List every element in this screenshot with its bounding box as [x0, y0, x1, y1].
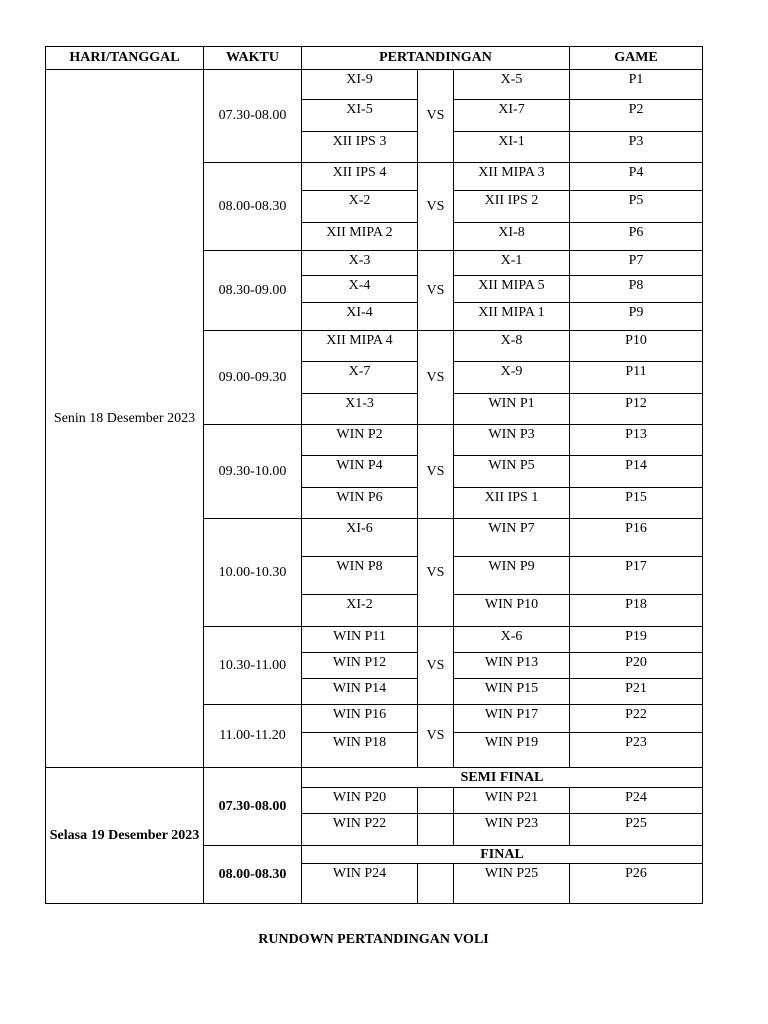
team-away: WIN P3	[454, 425, 570, 456]
game-code: P26	[570, 864, 703, 904]
team-home: WIN P22	[302, 814, 418, 846]
game-code: P24	[570, 788, 703, 814]
game-code: P4	[570, 163, 703, 191]
game-code: P25	[570, 814, 703, 846]
team-home: WIN P4	[302, 456, 418, 488]
vs-label: VS	[418, 627, 454, 705]
team-away: WIN P17	[454, 705, 570, 733]
team-away: X-5	[454, 70, 570, 100]
team-home: XII MIPA 2	[302, 223, 418, 251]
game-code: P15	[570, 488, 703, 519]
team-home: XI-4	[302, 303, 418, 331]
team-home: XI-2	[302, 595, 418, 627]
team-home: XI-5	[302, 100, 418, 132]
game-code: P21	[570, 679, 703, 705]
document-caption: RUNDOWN PERTANDINGAN VOLI	[258, 932, 489, 947]
team-away: XI-8	[454, 223, 570, 251]
team-home: XII MIPA 4	[302, 331, 418, 362]
vs-label: VS	[418, 70, 454, 163]
team-home: WIN P11	[302, 627, 418, 653]
team-away: XII MIPA 5	[454, 276, 570, 303]
team-away: XII IPS 1	[454, 488, 570, 519]
team-home: WIN P20	[302, 788, 418, 814]
day-monday: Senin 18 Desember 2023	[46, 70, 204, 768]
team-away: WIN P9	[454, 557, 570, 595]
team-away: WIN P7	[454, 519, 570, 557]
team-home: WIN P16	[302, 705, 418, 733]
team-away: XI-1	[454, 132, 570, 163]
vs-blank	[418, 864, 454, 904]
team-away: XI-7	[454, 100, 570, 132]
team-home: X-4	[302, 276, 418, 303]
vs-label: VS	[418, 163, 454, 251]
game-code: P5	[570, 191, 703, 223]
game-code: P14	[570, 456, 703, 488]
semi-final-header-row	[46, 768, 703, 788]
game-code: P13	[570, 425, 703, 456]
team-home: WIN P6	[302, 488, 418, 519]
header-match: PERTANDINGAN	[302, 47, 570, 70]
team-home: XI-9	[302, 70, 418, 100]
game-code: P18	[570, 595, 703, 627]
team-away: XII IPS 2	[454, 191, 570, 223]
time-slot: 07.30-08.00	[204, 768, 302, 846]
game-code: P12	[570, 394, 703, 425]
team-home: WIN P18	[302, 733, 418, 768]
vs-label: VS	[418, 705, 454, 768]
team-home: X-3	[302, 251, 418, 276]
game-code: P6	[570, 223, 703, 251]
semi-final-label: SEMI FINAL	[302, 768, 703, 788]
header-time: WAKTU	[204, 47, 302, 70]
match-row	[46, 70, 703, 100]
team-away: WIN P23	[454, 814, 570, 846]
team-home: XI-6	[302, 519, 418, 557]
header-day: HARI/TANGGAL	[46, 47, 204, 70]
time-slot: 08.00-08.30	[204, 846, 302, 904]
game-code: P17	[570, 557, 703, 595]
time-slot: 09.30-10.00	[204, 425, 302, 519]
vs-blank	[418, 814, 454, 846]
time-slot: 08.30-09.00	[204, 251, 302, 331]
team-home: WIN P14	[302, 679, 418, 705]
team-away: XII MIPA 1	[454, 303, 570, 331]
team-home: WIN P2	[302, 425, 418, 456]
game-code: P23	[570, 733, 703, 768]
game-code: P2	[570, 100, 703, 132]
vs-label: VS	[418, 519, 454, 627]
team-away: X-6	[454, 627, 570, 653]
vs-label: VS	[418, 425, 454, 519]
team-home: WIN P24	[302, 864, 418, 904]
team-away: WIN P19	[454, 733, 570, 768]
time-slot: 09.00-09.30	[204, 331, 302, 425]
time-slot: 07.30-08.00	[204, 70, 302, 163]
team-away: WIN P15	[454, 679, 570, 705]
team-home: XII IPS 3	[302, 132, 418, 163]
team-away: WIN P1	[454, 394, 570, 425]
team-away: WIN P5	[454, 456, 570, 488]
game-code: P16	[570, 519, 703, 557]
header-row	[46, 47, 703, 70]
team-home: WIN P12	[302, 653, 418, 679]
header-game: GAME	[570, 47, 703, 70]
vs-label: VS	[418, 251, 454, 331]
game-code: P11	[570, 362, 703, 394]
day-tuesday: Selasa 19 Desember 2023	[46, 768, 204, 904]
team-away: X-9	[454, 362, 570, 394]
game-code: P8	[570, 276, 703, 303]
team-away: X-1	[454, 251, 570, 276]
team-away: XII MIPA 3	[454, 163, 570, 191]
team-away: WIN P13	[454, 653, 570, 679]
game-code: P3	[570, 132, 703, 163]
vs-label: VS	[418, 331, 454, 425]
time-slot: 10.30-11.00	[204, 627, 302, 705]
game-code: P19	[570, 627, 703, 653]
team-away: X-8	[454, 331, 570, 362]
final-label: FINAL	[302, 846, 703, 864]
game-code: P10	[570, 331, 703, 362]
game-code: P1	[570, 70, 703, 100]
team-home: X1-3	[302, 394, 418, 425]
time-slot: 08.00-08.30	[204, 163, 302, 251]
team-home: X-7	[302, 362, 418, 394]
time-slot: 10.00-10.30	[204, 519, 302, 627]
vs-blank	[418, 788, 454, 814]
team-away: WIN P21	[454, 788, 570, 814]
team-home: XII IPS 4	[302, 163, 418, 191]
game-code: P22	[570, 705, 703, 733]
team-away: WIN P25	[454, 864, 570, 904]
game-code: P20	[570, 653, 703, 679]
team-home: WIN P8	[302, 557, 418, 595]
team-away: WIN P10	[454, 595, 570, 627]
time-slot: 11.00-11.20	[204, 705, 302, 768]
game-code: P9	[570, 303, 703, 331]
schedule-body	[46, 70, 703, 904]
schedule-table	[45, 46, 703, 904]
team-home: X-2	[302, 191, 418, 223]
game-code: P7	[570, 251, 703, 276]
